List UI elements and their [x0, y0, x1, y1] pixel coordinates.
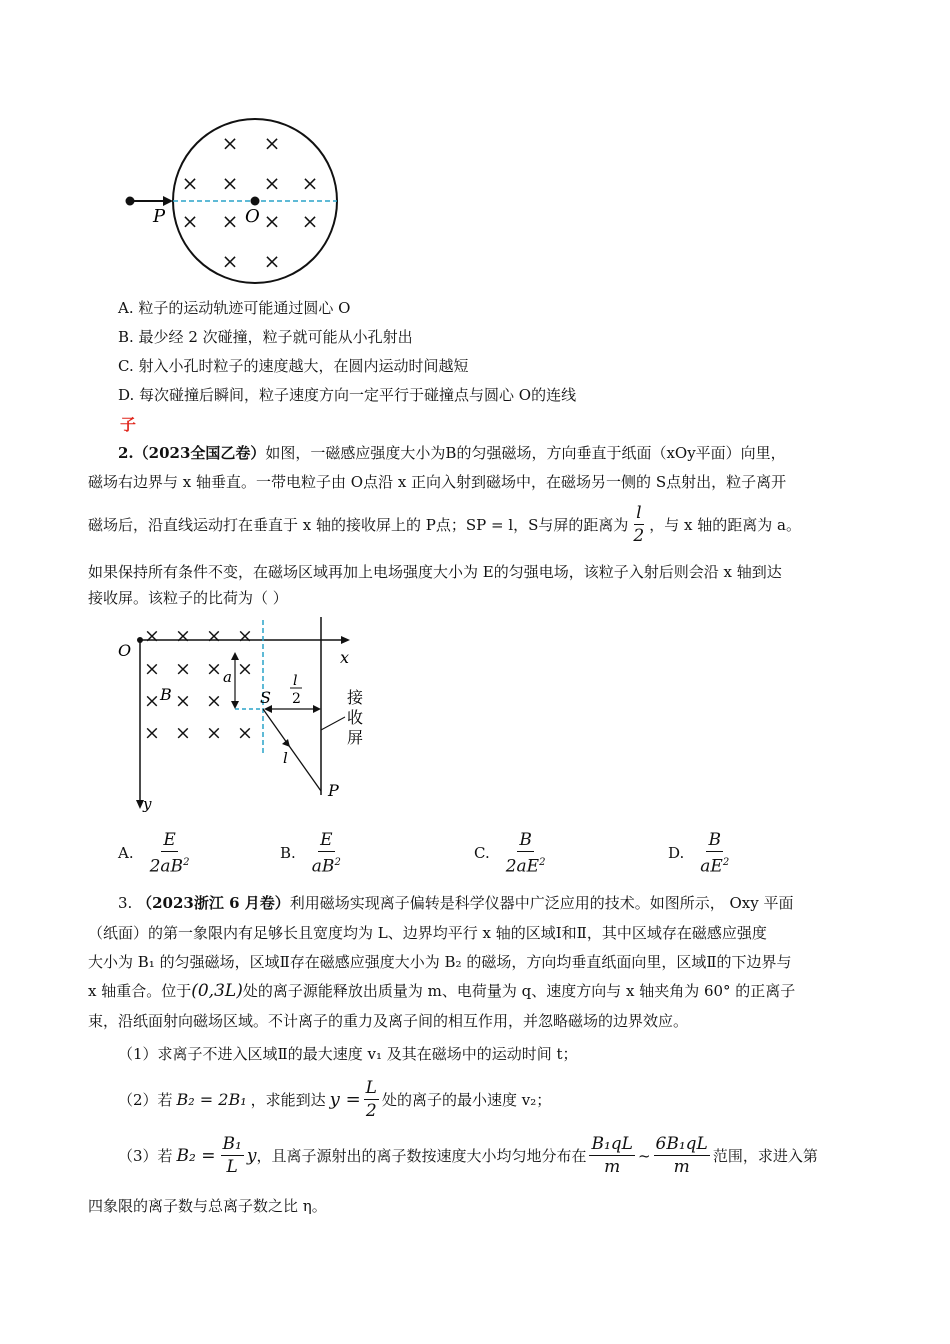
svg-text:×: ×	[221, 209, 239, 233]
svg-text:×: ×	[181, 171, 199, 195]
q1-option-c: C. 射入小孔时粒子的速度越大，在圆内运动时间越短	[118, 357, 469, 375]
q2-option-b: B. $\frac{E}{aB^2}$	[280, 830, 341, 877]
q1-option-d: D. 每次碰撞后瞬间，粒子速度方向一定平行于碰撞点与圆心 O的连线	[118, 386, 577, 404]
q2-option-c: C. $\frac{B}{2aE^2}$	[474, 830, 546, 877]
svg-text:×: ×	[175, 722, 191, 744]
q3-line3: 大小为 B₁ 的匀强磁场，区域Ⅱ存在磁感应强度大小为 B₂ 的磁场，方向均垂直纸面向里，区域Ⅱ的下边界与	[88, 953, 792, 971]
q2-line1: 2.（2023全国乙卷）如图，一磁感应强度大小为B的匀强磁场，方向垂直于纸面（xOy平面）向里，	[118, 444, 786, 462]
svg-text:×: ×	[144, 690, 160, 712]
svg-text:×: ×	[181, 209, 199, 233]
svg-text:×: ×	[221, 249, 239, 273]
svg-text:×: ×	[263, 131, 281, 155]
q2-option-a: A. $\frac{E}{2aB^2}$	[118, 830, 190, 877]
svg-text:×: ×	[175, 690, 191, 712]
red-mark: 子	[120, 415, 137, 434]
q3-sub2: （2）若 B₂ = 2B₁ ，求能到达 y = $\frac{L}{2}$ 处的离子的最小速度 v₂；	[118, 1078, 552, 1121]
svg-text:O: O	[118, 641, 132, 660]
svg-text:×: ×	[237, 658, 253, 680]
svg-text:收: 收	[347, 708, 364, 727]
field-screen-figure	[110, 615, 380, 815]
svg-text:×: ×	[175, 625, 191, 647]
svg-text:屏: 屏	[347, 728, 364, 747]
q3-line5: 束，沿纸面射向磁场区域。不计离子的重力及离子间的相互作用，并忽略磁场的边界效应。	[88, 1012, 689, 1030]
svg-text:2: 2	[292, 691, 301, 707]
svg-text:a: a	[223, 668, 232, 686]
svg-text:×: ×	[144, 658, 160, 680]
svg-text:接: 接	[347, 688, 364, 707]
svg-text:×: ×	[263, 209, 281, 233]
svg-text:×: ×	[206, 722, 222, 744]
svg-text:×: ×	[237, 722, 253, 744]
label-o: O	[245, 206, 260, 227]
svg-text:P: P	[328, 781, 339, 800]
fraction-l-over-2: $\frac{l}{2}$	[633, 503, 645, 546]
q2-option-d: D. $\frac{B}{aE^2}$	[668, 830, 730, 877]
svg-text:×: ×	[144, 625, 160, 647]
svg-text:B: B	[160, 685, 172, 704]
q3-line1: 3. （2023浙江 6 月卷）利用磁场实现离子偏转是科学仪器中广泛应用的技术。如图所示， Oxy 平面	[118, 894, 794, 912]
svg-text:×: ×	[221, 131, 239, 155]
svg-text:×: ×	[206, 690, 222, 712]
center-dot	[251, 197, 260, 206]
svg-text:S: S	[260, 688, 271, 707]
q2-line2: 磁场右边界与 x 轴垂直。一带电粒子由 O点沿 x 正向入射到磁场中，在磁场另一侧的 S点射出，粒子离开	[88, 473, 787, 491]
svg-text:×: ×	[175, 658, 191, 680]
svg-text:×: ×	[144, 722, 160, 744]
q3-sub3: （3）若 B₂ = $\frac{\text{B₁}}{L}$ y ，且离子源射出的离子数按速度大小均匀地分布在 $\frac{\text{B₁qL}}{m}$ ~ $\frac{\text{6B₁qL}}{m}$ 范围，求进入第	[118, 1134, 818, 1177]
svg-text:×: ×	[206, 625, 222, 647]
q3-line2: （纸面）的第一象限内有足够长且宽度均为 L、边界均平行 x 轴的区域Ⅰ和Ⅱ，其中区域存在磁感应强度	[88, 924, 767, 942]
q1-option-a: A. 粒子的运动轨迹可能通过圆心 O	[118, 299, 351, 317]
label-p: P	[153, 206, 166, 227]
q3-sub3-line2: 四象限的离子数与总离子数之比 η。	[88, 1197, 327, 1215]
q1-option-b: B. 最少经 2 次碰撞，粒子就可能从小孔射出	[118, 328, 413, 346]
svg-text:×: ×	[237, 625, 253, 647]
svg-text:×: ×	[263, 249, 281, 273]
svg-text:l: l	[293, 673, 298, 689]
q3-line4: x 轴重合。位于(0,3L)处的离子源能释放出质量为 m、电荷量为 q、速度方向与 x 轴夹角为 60° 的正离子	[88, 981, 796, 1001]
particle-dot	[126, 197, 135, 206]
q2-line3: 磁场后，沿直线运动打在垂直于 x 轴的接收屏上的 P点；SP = l，S与屏的距离为 $\frac{l}{2}$ ，与 x 轴的距离为 a。	[88, 503, 801, 546]
svg-text:×: ×	[263, 171, 281, 195]
q2-line4: 如果保持所有条件不变，在磁场区域再加上电场强度大小为 E的匀强电场，该粒子入射后则会沿 x 轴到达	[88, 563, 782, 581]
svg-text:×: ×	[206, 658, 222, 680]
svg-text:l: l	[283, 749, 288, 767]
svg-text:×: ×	[221, 171, 239, 195]
svg-text:x: x	[340, 648, 350, 667]
svg-text:×: ×	[301, 209, 319, 233]
q3-sub1: （1）求离子不进入区域Ⅱ的最大速度 v₁ 及其在磁场中的运动时间 t；	[118, 1045, 578, 1063]
circle-field-figure	[115, 110, 355, 295]
field-crosses	[182, 131, 319, 273]
svg-text:×: ×	[301, 171, 319, 195]
q2-line5: 接收屏。该粒子的比荷为（ ）	[88, 589, 288, 607]
svg-text:y: y	[143, 795, 152, 813]
